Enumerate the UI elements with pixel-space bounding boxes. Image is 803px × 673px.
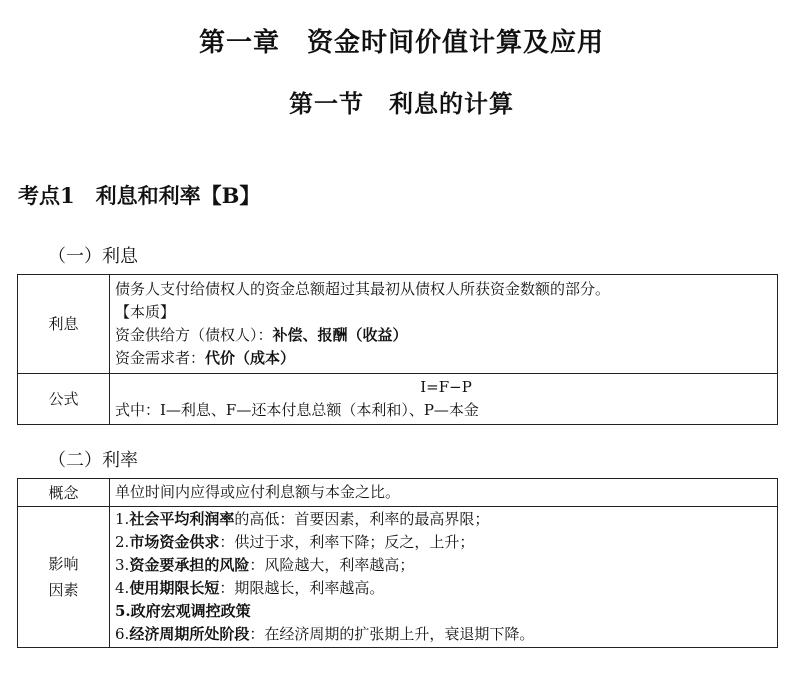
factor-num: 1. bbox=[115, 510, 130, 528]
factor-key: 资金要承担的风险 bbox=[129, 556, 250, 574]
demander-essence: 代价（成本） bbox=[205, 349, 296, 367]
factor-key: 市场资金供求 bbox=[129, 533, 220, 551]
concept-label-cell bbox=[18, 479, 110, 507]
factor-item bbox=[115, 531, 777, 554]
interest-heading: （一）利息 bbox=[48, 246, 138, 267]
table-row bbox=[18, 507, 778, 648]
demander-prefix: 资金需求者： bbox=[115, 349, 206, 367]
rate-table bbox=[17, 478, 778, 648]
concept-cell bbox=[110, 479, 778, 507]
formula-cell bbox=[110, 374, 778, 425]
factors-label-line2: 因素 bbox=[48, 581, 79, 599]
concept-text: 单位时间内应得或应付利息额与本金之比。 bbox=[115, 483, 401, 501]
factor-num: 3. bbox=[115, 556, 130, 574]
factor-item bbox=[115, 623, 777, 646]
factor-item bbox=[115, 600, 777, 623]
interest-formula: I=F−P bbox=[420, 378, 472, 396]
factor-key: 经济周期所处阶段 bbox=[129, 625, 250, 643]
formula-label-cell bbox=[18, 374, 110, 425]
table-row bbox=[18, 479, 778, 507]
table-row bbox=[18, 275, 778, 374]
section-title: 第一节 利息的计算 bbox=[289, 89, 514, 118]
factor-key: 使用期限长短 bbox=[129, 579, 220, 597]
table-row bbox=[18, 374, 778, 425]
factor-desc: 的高低：首要因素，利率的最高界限； bbox=[234, 510, 490, 528]
knowledge-point-title: 考点1 利息和利率【B】 bbox=[18, 183, 261, 208]
demander-line bbox=[115, 347, 777, 370]
rate-heading: （二）利率 bbox=[48, 450, 138, 471]
factor-num: 4. bbox=[115, 579, 130, 597]
factor-item bbox=[115, 577, 777, 600]
factor-num: 2. bbox=[115, 533, 130, 551]
factors-label-line1: 影响 bbox=[48, 555, 79, 573]
factors-cell bbox=[110, 507, 778, 648]
factor-key: 社会平均利润率 bbox=[129, 510, 235, 528]
interest-label: 利息 bbox=[48, 315, 79, 333]
factor-item bbox=[115, 554, 777, 577]
interest-table bbox=[17, 274, 778, 425]
factor-item bbox=[115, 508, 777, 531]
factor-key: 政府宏观调控政策 bbox=[130, 602, 251, 620]
formula-label: 公式 bbox=[48, 390, 79, 408]
concept-label: 概念 bbox=[48, 483, 79, 502]
supplier-line bbox=[115, 324, 777, 347]
factor-desc: ：风险越大，利率越高； bbox=[249, 556, 415, 574]
supplier-essence: 补偿、报酬（收益） bbox=[272, 326, 408, 344]
interest-definition-cell bbox=[110, 275, 778, 374]
factor-num: 5. bbox=[115, 602, 131, 620]
factor-num: 6. bbox=[115, 625, 130, 643]
factors-label-cell bbox=[18, 507, 110, 648]
interest-label-cell bbox=[18, 275, 110, 374]
essence-tag: 【本质】 bbox=[115, 303, 176, 321]
interest-definition: 债务人支付给债权人的资金总额超过其最初从债权人所获资金数额的部分。 bbox=[115, 280, 611, 298]
supplier-prefix: 资金供给方（债权人）： bbox=[115, 326, 273, 344]
factor-desc: ：期限越长，利率越高。 bbox=[219, 579, 385, 597]
chapter-title: 第一章 资金时间价值计算及应用 bbox=[198, 28, 604, 58]
factor-desc: ：在经济周期的扩张期上升，衰退期下降。 bbox=[249, 625, 535, 643]
factor-desc: ：供过于求，利率下降；反之，上升； bbox=[219, 533, 475, 551]
formula-note: 式中：I—利息、F—还本付息总额（本利和）、P—本金 bbox=[115, 401, 479, 419]
